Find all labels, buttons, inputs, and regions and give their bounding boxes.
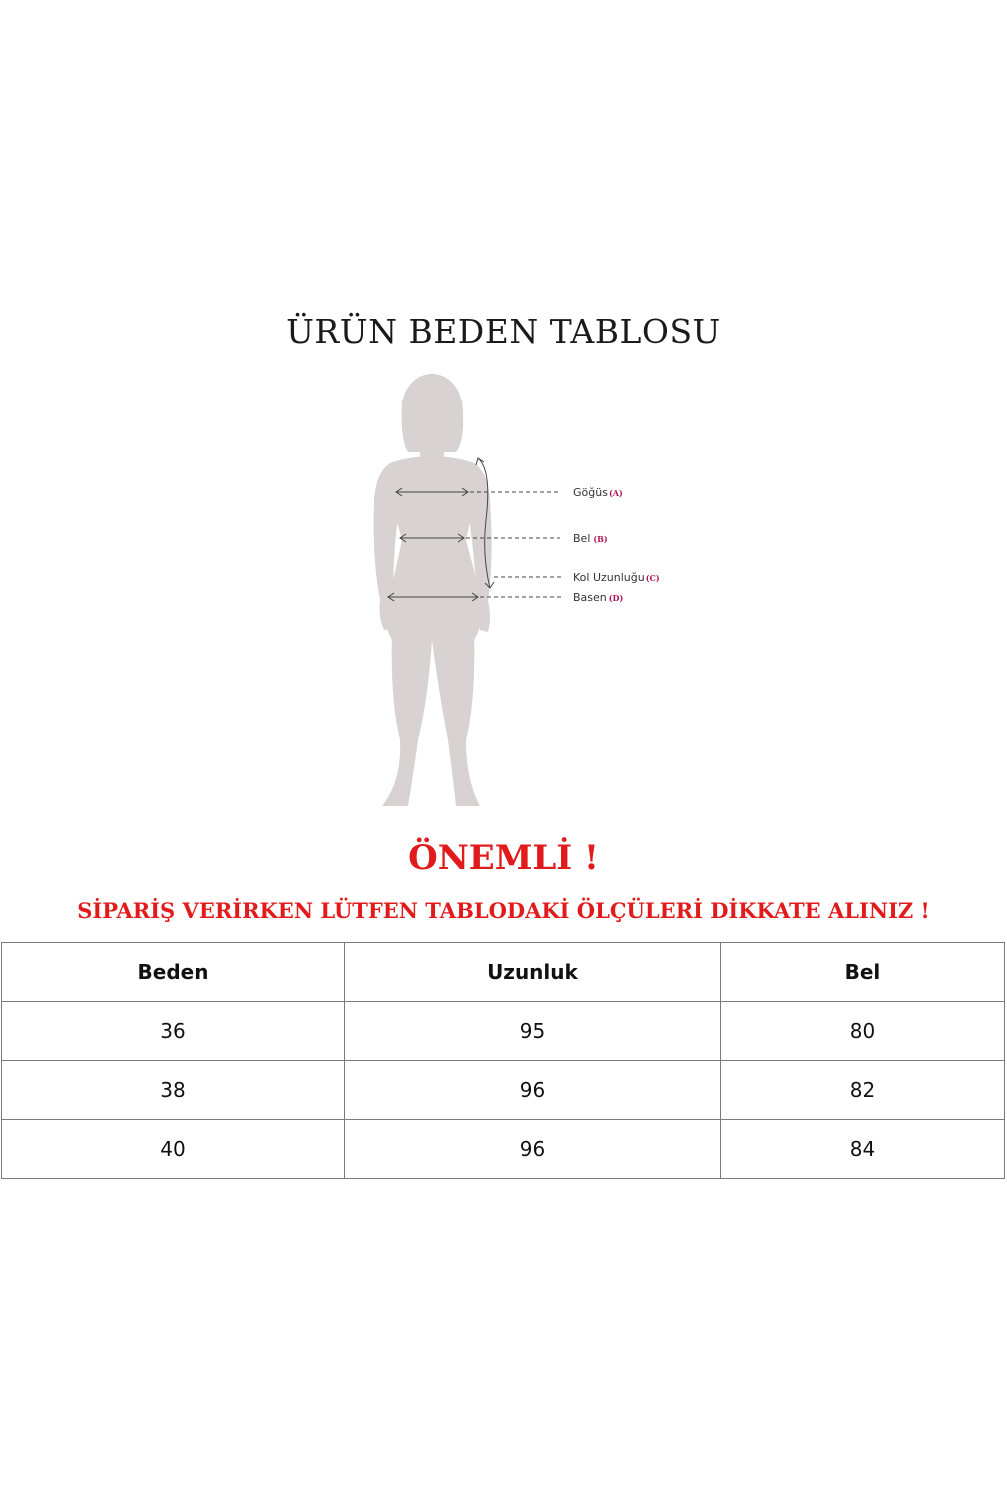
measure-label-sleeve: Kol Uzunluğu <box>573 571 645 584</box>
measure-label-chest: Göğüs <box>573 486 608 499</box>
table-cell: 96 <box>344 1120 720 1179</box>
measure-label-hips: Basen <box>573 591 607 604</box>
svg-text:Kol Uzunluğu(C) <box>573 571 660 584</box>
table-header-row <box>2 943 1005 1002</box>
column-header-size: Beden <box>2 943 345 1002</box>
column-header-waist: Bel <box>720 943 1004 1002</box>
svg-text:Bel(B) <box>573 532 608 545</box>
table-cell: 95 <box>344 1002 720 1061</box>
column-header-length: Uzunluk <box>344 943 720 1002</box>
table-cell: 36 <box>2 1002 345 1061</box>
female-silhouette <box>374 374 492 806</box>
measure-labels <box>573 486 660 604</box>
table-cell: 40 <box>2 1120 345 1179</box>
svg-text:Göğüs(A) <box>573 486 623 499</box>
warning-title: ÖNEMLİ ! <box>408 838 599 878</box>
table-cell: 80 <box>720 1002 1004 1061</box>
measure-code-d: (D) <box>608 593 624 603</box>
measure-code-c: (C) <box>645 573 660 583</box>
measure-code-a: (A) <box>608 488 623 498</box>
table-cell: 38 <box>2 1061 345 1120</box>
table-row <box>2 1002 1005 1061</box>
size-table <box>1 942 1005 1179</box>
svg-text:Basen(D) <box>573 591 623 604</box>
page-title: ÜRÜN BEDEN TABLOSU <box>286 312 721 351</box>
table-cell: 82 <box>720 1061 1004 1120</box>
measure-label-waist: Bel <box>573 532 591 545</box>
table-row <box>2 1120 1005 1179</box>
table-cell: 96 <box>344 1061 720 1120</box>
table-cell: 84 <box>720 1120 1004 1179</box>
warning-text: SİPARİŞ VERİRKEN LÜTFEN TABLODAKİ ÖLÇÜLERİ DİKKATE ALINIZ ! <box>77 898 930 923</box>
measure-code-b: (B) <box>593 534 608 544</box>
table-row <box>2 1061 1005 1120</box>
